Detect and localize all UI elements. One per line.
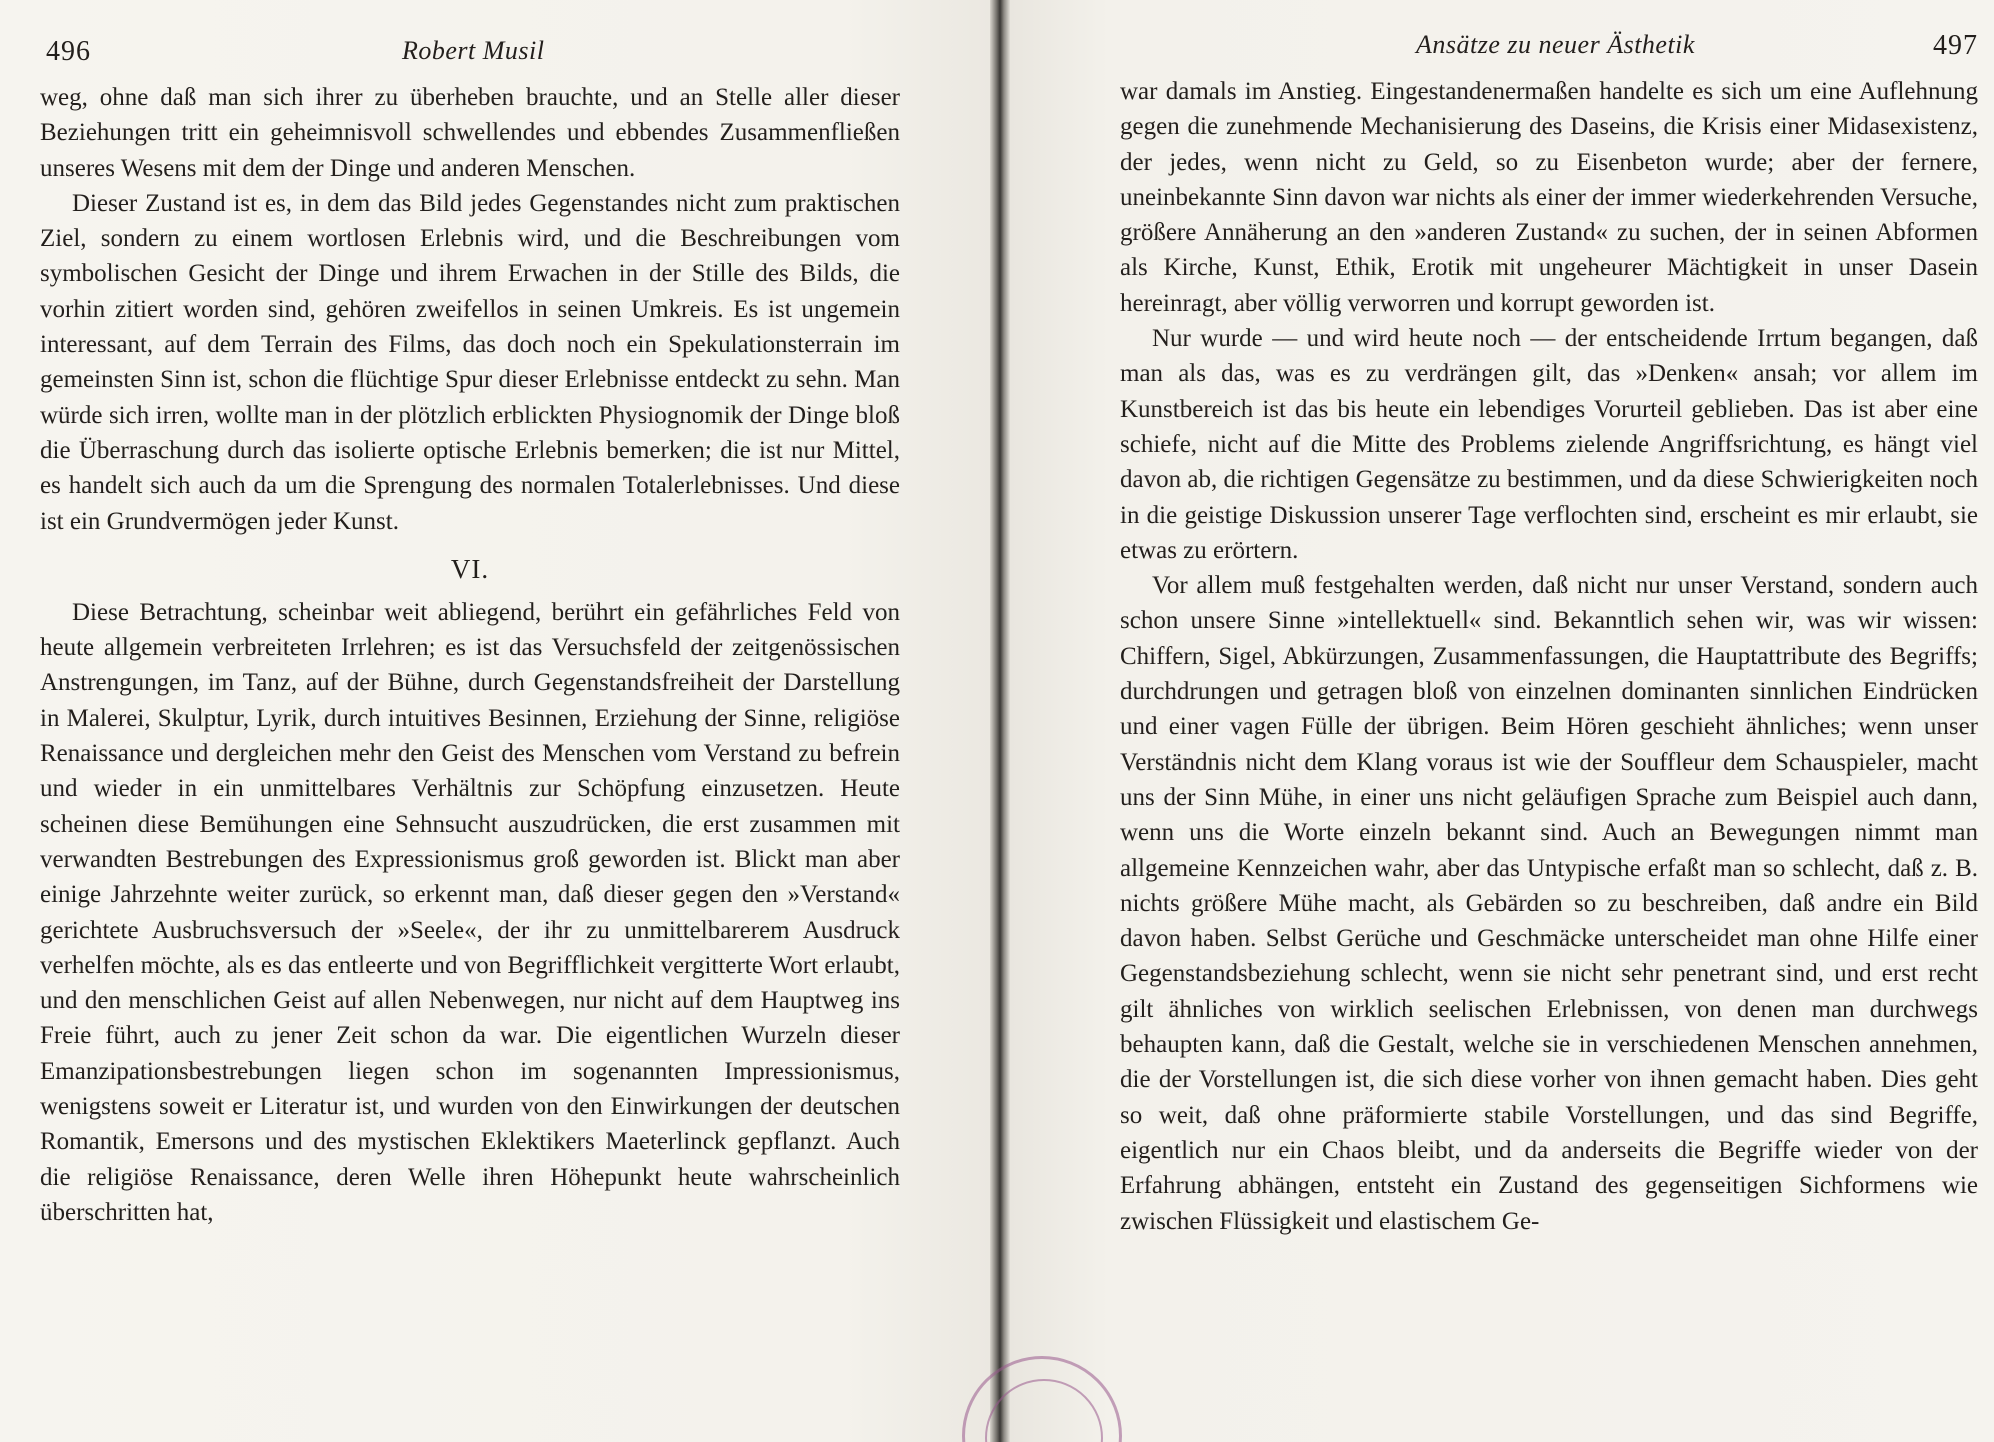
right-running-head-title: Ansätze zu neuer Ästhetik [1416,30,1695,59]
right-running-head [1120,30,1978,74]
left-page [0,0,990,1442]
left-running-head [40,36,900,80]
left-running-head-title: Robert Musil [402,36,545,65]
paragraph: weg, ohne daß man sich ihrer zu überheben brauchte, und an Stelle aller dieser Beziehungen tritt ein geheimnisvoll schwellendes und ebbendes Zusammenfließen unseres Wesens mit dem der Dinge und anderen Menschen. [40,84,900,182]
library-stamp-ring [985,1379,1103,1442]
paragraph: Dieser Zustand ist es, in dem das Bild jedes Gegenstandes nicht zum praktischen Ziel, sondern zu einem wortlosen Erlebnis wird, und die Beschreibungen vom symbolischen Gesicht der Dinge und ihrem Erwachen in der Stille des Bilds, die vorhin zitiert worden sind, gehören zweifellos in seinen Umkreis. Es ist ungemein interessant, auf dem Terrain des Films, das doch noch ein Spekulationsterrain im gemeinsten Sinn ist, schon die flüchtige Spur dieser Erlebnisse entdeckt zu sehn. Man würde sich irren, wollte man in der plötzlich erblickten Physiognomik der Dinge bloß die Überraschung durch das isolierte optische Erlebnis bemerken; die ist nur Mittel, es handelt sich auch da um die Sprengung des normalen Totalerlebnisses. Und diese ist ein Grundvermögen jeder Kunst. [40,189,900,535]
left-page-number: 496 [46,36,91,67]
section-heading: VI. [450,553,490,584]
paragraph: Diese Betrachtung, scheinbar weit abliegend, berührt ein gefährliches Feld von heute allgemein verbreiteten Irrlehren; es ist das Versuchsfeld der zeitgenössischen Anstrengungen, im Tanz, auf der Bühne, durch Gegenstandsfreiheit der Darstellung in Malerei, Skulptur, Lyrik, durch intuitives Besinnen, Erziehung der Sinne, religiöse Renaissance und dergleichen mehr den Geist des Menschen vom Verstand zu befrein und wieder in ein unmittelbares Verhältnis zur Schöpfung einzusetzen. Heute scheinen diese Bemühungen eine Sehnsucht auszudrücken, die erst zusammen mit verwandten Bestrebungen des Expressionismus groß geworden ist. Blickt man aber einige Jahrzehnte weiter zurück, so erkennt man, daß dieser gegen den »Verstand« gerichtete Ausbruchsversuch der »Seele«, der ihr zu unmittelbarerem Ausdruck verhelfen möchte, als es das entleerte und von Begrifflichkeit vergitterte Wort erlaubt, und den menschlichen Geist auf allen Nebenwegen, nur nicht auf dem Hauptweg ins Freie führt, auch zu jener Zeit schon da war. Die eigentlichen Wurzeln dieser Emanzipationsbestrebungen liegen schon im sogenannten Impressionismus, wenigstens soweit er Literatur ist, und wurden von den Einwirkungen der deutschen Romantik, Emersons und des mystischen Eklektikers Maeterlinck gepflanzt. Auch die religiöse Renaissance, deren Welle ihren Höhepunkt heute wahrscheinlich überschritten hat, [40,598,900,1226]
paragraph: war damals im Anstieg. Eingestandenermaßen handelte es sich um eine Auflehnung gegen die zunehmende Mechanisierung des Daseins, die Krisis einer Midasexistenz, der jedes, wenn nicht zu Geld, so zu Eisenbeton wurde; aber der fernere, uneinbekannte Sinn davon war nichts als einer der immer wiederkehrenden Versuche, größere Annäherung an den »anderen Zustand« zu suchen, der in seinen Abformen als Kirche, Kunst, Ethik, Erotik mit ungeheurer Mächtigkeit in unser Dasein hereinragt, aber völlig verworren und korrupt geworden ist. [1120,78,1978,317]
right-page-number: 497 [1933,30,1978,61]
book-gutter [990,0,1010,1442]
paragraph: Vor allem muß festgehalten werden, daß nicht nur unser Verstand, sondern auch schon unsere Sinne »intellektuell« sind. Bekanntlich sehen wir, was wir wissen: Chiffern, Sigel, Abkürzungen, Zusammenfassungen, die Hauptattribute des Begriffs; durchdrungen und getragen bloß von einzelnen dominanten sinnlichen Eindrücken und einer vagen Fülle der übrigen. Beim Hören geschieht ähnliches; wenn unser Verständnis nicht dem Klang voraus ist wie der Souffleur dem Schauspieler, macht uns der Sinn Mühe, in einer uns nicht geläufigen Sprache zum Beispiel auch dann, wenn uns die Worte einzeln bekannt sind. Auch an Bewegungen nimmt man allgemeine Kennzeichen wahr, aber das Untypische erfaßt man so schlecht, daß z. B. nichts größere Mühe macht, als Gebärden so zu beschreiben, daß andre ein Bild davon haben. Selbst Gerüche und Geschmäcke unterscheidet man ohne Hilfe einer Gegenstandsbeziehung schlecht, wenn sie nicht sehr penetrant sind, und erst recht gilt ähnliches von wirklich seelischen Erlebnissen, von denen man durchwegs behaupten kann, daß die Gestalt, welche sie in verschiedenen Menschen annehmen, die der Vorstellungen ist, die sich diese vorher von ihnen gemacht haben. Dies geht so weit, daß ohne präformierte stabile Vorstellungen, und das sind Begriffe, eigentlich nur ein Chaos bleibt, und da anderseits die Begriffe wieder von der Erfahrung abhängen, entsteht ein Zustand des gegenseitigen Sichformens wie zwischen Flüssigkeit und elastischem Ge- [1120,572,1978,1235]
paragraph: Nur wurde — und wird heute noch — der entscheidende Irrtum begangen, daß man als das, was es zu verdrängen gilt, das »Denken« ansah; vor allem im Kunstbereich ist das bis heute ein lebendiges Vorurteil geblieben. Das ist aber eine schiefe, nicht auf die Mitte des Problems zielende Angriffsrichtung, es hängt viel davon ab, die richtigen Gegensätze zu bestimmen, und da diese Schwierigkeiten noch in die geistige Diskussion unserer Tage verflochten sind, erscheint es mir erlaubt, sie etwas zu erörtern. [1120,325,1978,564]
right-page [1010,0,1994,1442]
right-page-text [1120,74,1978,1239]
left-page-text [40,80,900,1230]
